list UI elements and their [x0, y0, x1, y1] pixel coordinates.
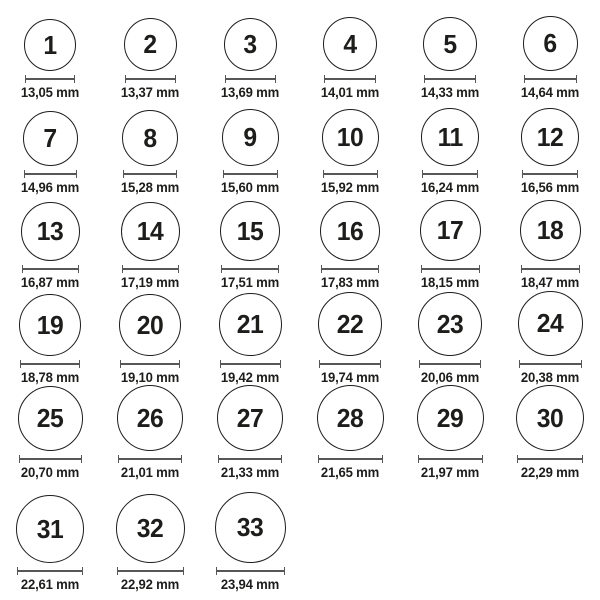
size-number: 9: [243, 122, 257, 152]
diameter-label: 21,65 mm: [320, 465, 380, 480]
dimension-line-bar: [324, 173, 377, 175]
diameter-label: 19,74 mm: [320, 370, 380, 385]
diameter-label: 22,92 mm: [120, 577, 180, 592]
ring-circle: [222, 109, 279, 166]
dimension-line: [318, 455, 383, 463]
size-number: 17: [436, 215, 464, 245]
dimension-line-bar: [226, 78, 275, 80]
diameter-label: 14,64 mm: [520, 85, 580, 100]
diameter-label: 23,94 mm: [220, 577, 280, 592]
chart-row: [0, 480, 600, 600]
dimension-line: [421, 265, 480, 273]
dimension-line-bar: [25, 173, 76, 175]
dimension-line-bar: [322, 268, 378, 270]
ring-size-item: [300, 385, 400, 480]
size-number: 31: [36, 513, 64, 544]
dimension-line: [524, 75, 577, 83]
diameter-label: 19,10 mm: [120, 370, 180, 385]
diameter-label: 20,70 mm: [20, 465, 80, 480]
ring-size-item: [500, 100, 600, 195]
ring-size-item: [300, 195, 400, 290]
ring-circle: [220, 201, 280, 261]
diameter-label: 19,42 mm: [220, 370, 280, 385]
ring-size-item: [100, 290, 200, 385]
diameter-label: 14,33 mm: [420, 85, 480, 100]
dimension-line: [424, 75, 476, 83]
dimension-line-bar: [18, 570, 82, 572]
dimension-line: [117, 567, 184, 575]
ring-circle: [420, 200, 481, 261]
size-number: 15: [236, 215, 264, 246]
diameter-label: 13,69 mm: [220, 85, 280, 100]
dimension-line: [122, 265, 179, 273]
ring-circle: [122, 110, 178, 166]
dimension-line: [223, 170, 278, 178]
ring-circle: [217, 385, 283, 451]
diameter-label: 20,06 mm: [420, 370, 480, 385]
size-number: 5: [443, 28, 457, 59]
ring-circle: [215, 492, 286, 563]
diameter-label: 16,87 mm: [20, 275, 80, 290]
ring-size-item: [200, 100, 300, 195]
ring-size-item: [0, 385, 100, 480]
diameter-label: 22,29 mm: [520, 465, 580, 480]
dimension-line-bar: [221, 363, 280, 365]
dimension-line-bar: [121, 363, 179, 365]
size-number: 18: [536, 215, 564, 245]
dimension-line-bar: [518, 458, 582, 460]
ring-size-item: [400, 195, 500, 290]
chart-row: [0, 290, 600, 385]
dimension-line-bar: [325, 78, 375, 80]
dimension-line-bar: [124, 173, 176, 175]
ring-circle: [521, 108, 579, 166]
diameter-label: 18,47 mm: [520, 275, 580, 290]
dimension-line-bar: [21, 363, 79, 365]
ring-circle: [418, 292, 482, 356]
dimension-line: [422, 170, 478, 178]
ring-circle: [417, 385, 484, 451]
dimension-line-bar: [423, 173, 477, 175]
dimension-line-bar: [224, 173, 277, 175]
size-number: 2: [143, 29, 157, 59]
dimension-line: [323, 170, 378, 178]
dimension-line: [419, 360, 481, 368]
diameter-label: 17,19 mm: [120, 275, 180, 290]
diameter-label: 13,05 mm: [20, 85, 80, 100]
size-number: 22: [336, 308, 364, 339]
dimension-line: [118, 455, 182, 463]
ring-circle: [24, 19, 76, 71]
size-number: 20: [136, 309, 164, 340]
size-number: 7: [43, 123, 57, 153]
diameter-label: 16,56 mm: [520, 180, 580, 195]
dimension-line: [20, 360, 80, 368]
size-number: 30: [536, 402, 564, 433]
ring-size-item: [200, 195, 300, 290]
ring-circle: [318, 292, 382, 356]
ring-size-item: [500, 5, 600, 100]
size-number: 12: [536, 121, 564, 152]
dimension-line: [216, 567, 285, 575]
ring-circle: [520, 200, 581, 261]
ring-circle: [18, 386, 83, 451]
diameter-label: 21,33 mm: [220, 465, 280, 480]
dimension-line: [19, 455, 82, 463]
size-number: 21: [236, 309, 264, 339]
ring-size-item: [100, 480, 200, 592]
size-number: 6: [543, 28, 557, 58]
chart-row: [0, 195, 600, 290]
ring-size-item: [100, 385, 200, 480]
ring-size-item: [100, 5, 200, 100]
size-number: 1: [43, 29, 57, 60]
dimension-line: [17, 567, 83, 575]
diameter-label: 14,96 mm: [20, 180, 80, 195]
chart-row: [0, 5, 600, 100]
size-number: 26: [136, 402, 164, 433]
dimension-line: [519, 360, 582, 368]
ring-size-item: [300, 100, 400, 195]
diameter-label: 17,83 mm: [320, 275, 380, 290]
dimension-line: [25, 75, 75, 83]
ring-size-item: [500, 385, 600, 480]
ring-size-item: [500, 195, 600, 290]
ring-size-item: [0, 290, 100, 385]
ring-size-item: [400, 5, 500, 100]
dimension-line-bar: [520, 363, 581, 365]
ring-size-item: [400, 290, 500, 385]
size-number: 28: [336, 402, 364, 433]
ring-size-item: [0, 195, 100, 290]
ring-circle: [322, 109, 379, 166]
diameter-label: 15,92 mm: [320, 180, 380, 195]
ring-size-item: [100, 195, 200, 290]
dimension-line: [522, 170, 578, 178]
ring-circle: [317, 385, 384, 451]
size-number: 3: [243, 29, 257, 59]
ring-circle: [116, 494, 185, 563]
ring-circle: [523, 16, 578, 71]
dimension-line-bar: [118, 570, 183, 572]
dimension-line: [321, 265, 379, 273]
diameter-label: 16,24 mm: [420, 180, 480, 195]
ring-circle: [516, 385, 584, 451]
dimension-line-bar: [126, 78, 175, 80]
size-number: 32: [136, 513, 164, 543]
ring-circle: [19, 294, 81, 356]
size-number: 8: [143, 122, 157, 153]
ring-size-item: [300, 290, 400, 385]
diameter-label: 18,78 mm: [20, 370, 80, 385]
dimension-line: [22, 265, 79, 273]
size-number: 13: [36, 216, 64, 246]
dimension-line-bar: [420, 363, 480, 365]
diameter-label: 17,51 mm: [220, 275, 280, 290]
dimension-line: [123, 170, 177, 178]
ring-circle: [124, 18, 177, 71]
ring-circle: [224, 18, 277, 71]
dimension-line: [418, 455, 483, 463]
size-number: 29: [436, 402, 464, 433]
chart-row: [0, 100, 600, 195]
ring-circle: [320, 201, 380, 261]
ring-circle: [23, 111, 78, 166]
dimension-line: [324, 75, 376, 83]
ring-size-item: [200, 480, 300, 592]
diameter-label: 15,28 mm: [120, 180, 180, 195]
dimension-line: [120, 360, 180, 368]
dimension-line: [521, 265, 580, 273]
dimension-line: [218, 455, 282, 463]
dimension-line-bar: [20, 458, 81, 460]
dimension-line-bar: [219, 458, 281, 460]
dimension-line: [225, 75, 276, 83]
dimension-line-bar: [419, 458, 482, 460]
ring-circle: [421, 108, 479, 166]
ring-circle: [518, 291, 583, 356]
ring-size-item: [0, 100, 100, 195]
ring-size-item: [0, 5, 100, 100]
size-number: 4: [343, 28, 357, 59]
ring-circle: [323, 17, 377, 71]
dimension-line-bar: [217, 570, 284, 572]
dimension-line-bar: [23, 268, 78, 270]
size-number: 14: [136, 216, 164, 246]
size-number: 10: [336, 122, 364, 152]
chart-row: [0, 385, 600, 480]
ring-circle: [423, 17, 477, 71]
ring-size-item: [200, 5, 300, 100]
size-number: 23: [436, 308, 464, 339]
ring-circle: [16, 495, 84, 563]
ring-circle: [121, 202, 180, 261]
ring-circle: [119, 294, 181, 356]
ring-size-item: [100, 100, 200, 195]
dimension-line-bar: [425, 78, 475, 80]
size-number: 16: [336, 215, 364, 246]
size-number: 25: [36, 403, 64, 433]
dimension-line-bar: [320, 363, 380, 365]
ring-circle: [21, 202, 80, 261]
ring-circle: [219, 293, 282, 356]
dimension-line: [221, 265, 279, 273]
diameter-label: 20,38 mm: [520, 370, 580, 385]
ring-size-item: [200, 290, 300, 385]
dimension-line-bar: [222, 268, 278, 270]
size-number: 11: [437, 121, 463, 152]
dimension-line-bar: [119, 458, 181, 460]
dimension-line: [125, 75, 176, 83]
ring-size-item: [300, 5, 400, 100]
size-number: 27: [236, 402, 264, 433]
diameter-label: 22,61 mm: [20, 577, 80, 592]
diameter-label: 18,15 mm: [420, 275, 480, 290]
size-number: 33: [236, 512, 264, 542]
diameter-label: 15,60 mm: [220, 180, 280, 195]
dimension-line: [220, 360, 281, 368]
dimension-line-bar: [525, 78, 576, 80]
dimension-line-bar: [522, 268, 579, 270]
ring-size-item: [400, 385, 500, 480]
diameter-label: 13,37 mm: [120, 85, 180, 100]
dimension-line-bar: [123, 268, 178, 270]
dimension-line-bar: [523, 173, 577, 175]
ring-size-item: [400, 100, 500, 195]
dimension-line-bar: [422, 268, 479, 270]
diameter-label: 21,01 mm: [120, 465, 180, 480]
ring-size-item: [500, 290, 600, 385]
size-number: 19: [36, 309, 64, 340]
diameter-label: 21,97 mm: [420, 465, 480, 480]
dimension-line-bar: [26, 78, 74, 80]
ring-size-item: [200, 385, 300, 480]
ring-circle: [117, 385, 183, 451]
size-number: 24: [536, 308, 564, 338]
dimension-line: [319, 360, 381, 368]
diameter-label: 14,01 mm: [320, 85, 380, 100]
dimension-line-bar: [319, 458, 382, 460]
ring-size-item: [0, 480, 100, 592]
dimension-line: [24, 170, 77, 178]
dimension-line: [517, 455, 583, 463]
